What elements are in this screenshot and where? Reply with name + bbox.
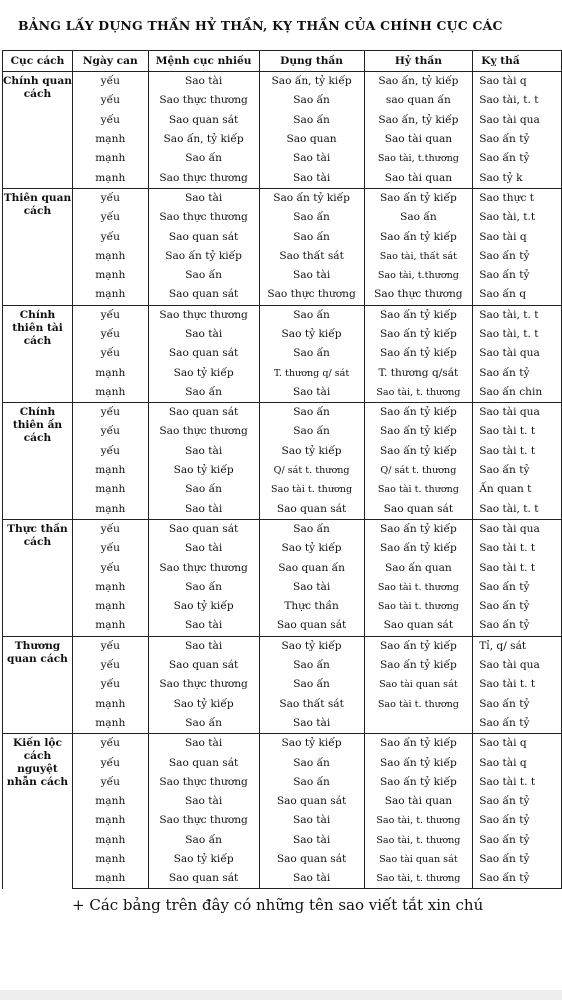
hy-than-cell: Sao ấn tỷ kiếp — [364, 442, 473, 461]
hy-than-cell: Sao ấn tỷ kiếp — [364, 403, 473, 423]
menh-cuc-cell: Sao thực thương — [148, 558, 259, 577]
hy-than-cell: Sao tài, t. thương — [364, 383, 473, 403]
ngay-can-cell: yếu — [72, 636, 148, 656]
menh-cuc-cell: Sao tỷ kiếp — [148, 363, 259, 382]
menh-cuc-cell: Sao thực thương — [148, 305, 259, 325]
menh-cuc-cell: Sao thực thương — [148, 422, 259, 441]
dung-than-cell: Sao thất sát — [259, 695, 364, 714]
hy-than-cell: Sao ấn tỷ kiếp — [364, 734, 473, 754]
menh-cuc-cell: Sao thực thương — [148, 208, 259, 227]
ngay-can-cell: mạnh — [72, 869, 148, 889]
hy-than-cell: Sao ấn tỷ kiếp — [364, 188, 473, 208]
dung-than-cell: Sao ấn — [259, 111, 364, 130]
table-row — [3, 578, 562, 597]
menh-cuc-cell: Sao ấn — [148, 831, 259, 850]
table-row — [3, 753, 562, 772]
dung-than-cell: Sao quan ấn — [259, 558, 364, 577]
dung-than-cell: Sao ấn — [259, 422, 364, 441]
hy-than-cell: Sao ấn tỷ kiếp — [364, 422, 473, 441]
dung-than-cell: Sao tài — [259, 383, 364, 403]
hy-than-cell: Sao tài quan — [364, 130, 473, 149]
ngay-can-cell: yếu — [72, 442, 148, 461]
table-row — [3, 403, 562, 423]
ky-than-cell: Sao tài qua — [473, 344, 562, 363]
menh-cuc-cell: Sao thực thương — [148, 811, 259, 830]
dung-than-cell: Sao ấn — [259, 208, 364, 227]
table-row — [3, 675, 562, 694]
ngay-can-cell: yếu — [72, 91, 148, 110]
ngay-can-cell: mạnh — [72, 714, 148, 734]
bottom-bar — [0, 990, 562, 1000]
ngay-can-cell: mạnh — [72, 130, 148, 149]
group-name-cell: Thiên quan cách — [3, 188, 73, 305]
menh-cuc-cell: Sao tài — [148, 325, 259, 344]
table-row — [3, 188, 562, 208]
ngay-can-cell: yếu — [72, 403, 148, 423]
dung-than-cell: Sao tài — [259, 811, 364, 830]
dung-than-cell: Sao tài — [259, 578, 364, 597]
menh-cuc-cell: Sao ấn — [148, 149, 259, 168]
menh-cuc-cell: Sao thực thương — [148, 675, 259, 694]
table-row — [3, 227, 562, 246]
ngay-can-cell: mạnh — [72, 695, 148, 714]
ky-than-cell: Sao ấn tỷ — [473, 597, 562, 616]
menh-cuc-cell: Sao tỷ kiếp — [148, 850, 259, 869]
table-row — [3, 734, 562, 754]
ky-than-cell: Sao ấn tỷ — [473, 616, 562, 636]
ngay-can-cell: yếu — [72, 72, 148, 92]
ngay-can-cell: yếu — [72, 519, 148, 539]
menh-cuc-cell: Sao tỷ kiếp — [148, 461, 259, 480]
hy-than-cell: Sao tài, t. thương — [364, 869, 473, 889]
footnote: + Các bảng trên đây có những tên sao viết tắt xin chú — [72, 896, 484, 914]
ngay-can-cell: mạnh — [72, 831, 148, 850]
dung-than-cell: Sao tỷ kiếp — [259, 325, 364, 344]
table-row — [3, 208, 562, 227]
ky-than-cell: Sao tài t. t — [473, 675, 562, 694]
ky-than-cell: Sao ấn tỷ — [473, 247, 562, 266]
ngay-can-cell: mạnh — [72, 149, 148, 168]
menh-cuc-cell: Sao quan sát — [148, 519, 259, 539]
ky-than-cell: Sao tài t. t — [473, 442, 562, 461]
star-table — [2, 50, 562, 889]
menh-cuc-cell: Sao ấn — [148, 578, 259, 597]
ky-than-cell: Sao tài, t. t — [473, 91, 562, 110]
ky-than-cell: Sao tài, t. t — [473, 500, 562, 520]
ky-than-cell: Sao ấn tỷ — [473, 578, 562, 597]
table-row — [3, 344, 562, 363]
menh-cuc-cell: Sao tỷ kiếp — [148, 597, 259, 616]
ky-than-cell: Sao ấn chin — [473, 383, 562, 403]
hy-than-cell: Sao tài t. thương — [364, 480, 473, 499]
header-hy-than: Hỷ thần — [364, 51, 473, 72]
dung-than-cell: Sao tỷ kiếp — [259, 442, 364, 461]
ngay-can-cell: yếu — [72, 558, 148, 577]
hy-than-cell: Sao ấn tỷ kiếp — [364, 656, 473, 675]
hy-than-cell: Sao ấn tỷ kiếp — [364, 636, 473, 656]
ngay-can-cell: mạnh — [72, 247, 148, 266]
ngay-can-cell: mạnh — [72, 266, 148, 285]
ngay-can-cell: mạnh — [72, 480, 148, 499]
menh-cuc-cell: Sao quan sát — [148, 403, 259, 423]
table-row — [3, 616, 562, 636]
dung-than-cell: Sao ấn — [259, 403, 364, 423]
menh-cuc-cell: Sao tài — [148, 636, 259, 656]
table-row — [3, 91, 562, 110]
hy-than-cell: Sao ấn, tỷ kiếp — [364, 72, 473, 92]
page-title: BẢNG LẤY DỤNG THẦN HỶ THẦN, KỴ THẦN CỦA CHÍNH CỤC CÁC — [18, 18, 503, 33]
ngay-can-cell: mạnh — [72, 500, 148, 520]
ky-than-cell: Sao ấn tỷ — [473, 363, 562, 382]
ky-than-cell: Sao tài t. t — [473, 558, 562, 577]
dung-than-cell: Sao thực thương — [259, 285, 364, 305]
ngay-can-cell: mạnh — [72, 168, 148, 188]
ky-than-cell: Sao tài q — [473, 72, 562, 92]
table-row — [3, 72, 562, 92]
ngay-can-cell: mạnh — [72, 363, 148, 382]
menh-cuc-cell: Sao ấn — [148, 383, 259, 403]
menh-cuc-cell: Sao quan sát — [148, 344, 259, 363]
ngay-can-cell: yếu — [72, 227, 148, 246]
ngay-can-cell: yếu — [72, 753, 148, 772]
menh-cuc-cell: Sao tài — [148, 539, 259, 558]
dung-than-cell: Sao tài — [259, 168, 364, 188]
hy-than-cell: Sao thực thương — [364, 285, 473, 305]
hy-than-cell: Sao tài t. thương — [364, 578, 473, 597]
dung-than-cell: Thực thần — [259, 597, 364, 616]
ky-than-cell: Sao tài qua — [473, 656, 562, 675]
menh-cuc-cell: Sao quan sát — [148, 227, 259, 246]
ky-than-cell: Sao tài t. t — [473, 773, 562, 792]
dung-than-cell: Sao tỷ kiếp — [259, 734, 364, 754]
hy-than-cell: Sao tài, t.thương — [364, 149, 473, 168]
hy-than-cell: Sao ấn tỷ kiếp — [364, 305, 473, 325]
ky-than-cell: Sao tài, t. t — [473, 305, 562, 325]
hy-than-cell: Sao ấn — [364, 208, 473, 227]
ky-than-cell: Sao tài q — [473, 734, 562, 754]
table-row — [3, 656, 562, 675]
dung-than-cell: Sao quan sát — [259, 850, 364, 869]
hy-than-cell: Q/ sát t. thương — [364, 461, 473, 480]
hy-than-cell: Sao ấn, tỷ kiếp — [364, 111, 473, 130]
dung-than-cell: Sao ấn, tỷ kiếp — [259, 72, 364, 92]
table-row — [3, 325, 562, 344]
dung-than-cell: Sao quan — [259, 130, 364, 149]
table-header-row — [3, 51, 562, 72]
dung-than-cell: Sao ấn — [259, 656, 364, 675]
menh-cuc-cell: Sao thực thương — [148, 168, 259, 188]
table-row — [3, 500, 562, 520]
hy-than-cell: Sao ấn tỷ kiếp — [364, 344, 473, 363]
hy-than-cell: Sao tài t. thương — [364, 597, 473, 616]
ngay-can-cell: mạnh — [72, 383, 148, 403]
table-row — [3, 869, 562, 889]
group-name-cell: Chính thiên tài cách — [3, 305, 73, 402]
table-row — [3, 773, 562, 792]
hy-than-cell: Sao ấn tỷ kiếp — [364, 325, 473, 344]
hy-than-cell: Sao tài quan sát — [364, 850, 473, 869]
ngay-can-cell: yếu — [72, 305, 148, 325]
menh-cuc-cell: Sao thực thương — [148, 91, 259, 110]
hy-than-cell: Sao ấn tỷ kiếp — [364, 753, 473, 772]
dung-than-cell: Sao tỷ kiếp — [259, 636, 364, 656]
table-row — [3, 811, 562, 830]
hy-than-cell: Sao tài, t. thương — [364, 811, 473, 830]
dung-than-cell: T. thương q/ sát — [259, 363, 364, 382]
group-name-cell: Thực thần cách — [3, 519, 73, 636]
menh-cuc-cell: Sao thực thương — [148, 773, 259, 792]
ngay-can-cell: mạnh — [72, 616, 148, 636]
ngay-can-cell: yếu — [72, 422, 148, 441]
ky-than-cell: Sao ấn tỷ — [473, 695, 562, 714]
table-row — [3, 130, 562, 149]
dung-than-cell: Sao ấn — [259, 519, 364, 539]
menh-cuc-cell: Sao ấn — [148, 714, 259, 734]
menh-cuc-cell: Sao ấn tỷ kiếp — [148, 247, 259, 266]
table-row — [3, 850, 562, 869]
ky-than-cell: Sao tỷ k — [473, 168, 562, 188]
menh-cuc-cell: Sao tài — [148, 72, 259, 92]
table-row — [3, 149, 562, 168]
ngay-can-cell: mạnh — [72, 850, 148, 869]
menh-cuc-cell: Sao quan sát — [148, 656, 259, 675]
ky-than-cell: Sao tài, t. t — [473, 325, 562, 344]
ngay-can-cell: yếu — [72, 111, 148, 130]
header-dung-than: Dụng thần — [259, 51, 364, 72]
table-row — [3, 442, 562, 461]
table-row — [3, 111, 562, 130]
dung-than-cell: Sao quan sát — [259, 500, 364, 520]
hy-than-cell: T. thương q/sát — [364, 363, 473, 382]
table-row — [3, 266, 562, 285]
group-name-cell: Kiến lộc cách nguyệt nhẫn cách — [3, 734, 73, 889]
hy-than-cell: Sao quan sát — [364, 616, 473, 636]
header-ky-than: Kỵ thầ — [473, 51, 562, 72]
ngay-can-cell: mạnh — [72, 285, 148, 305]
hy-than-cell — [364, 714, 473, 734]
header-menh-cuc: Mệnh cục nhiều — [148, 51, 259, 72]
ngay-can-cell: yếu — [72, 188, 148, 208]
dung-than-cell: Sao ấn — [259, 91, 364, 110]
ky-than-cell: Sao ấn tỷ — [473, 811, 562, 830]
ky-than-cell: Ấn quan t — [473, 480, 562, 499]
ky-than-cell: Sao ấn tỷ — [473, 869, 562, 889]
header-cuc-cach: Cục cách — [3, 51, 73, 72]
menh-cuc-cell: Sao tài — [148, 500, 259, 520]
menh-cuc-cell: Sao tài — [148, 442, 259, 461]
table-row — [3, 383, 562, 403]
table-row — [3, 539, 562, 558]
hy-than-cell: Sao tài, t. thương — [364, 831, 473, 850]
ngay-can-cell: yếu — [72, 539, 148, 558]
ky-than-cell: Sao thực t — [473, 188, 562, 208]
table-row — [3, 636, 562, 656]
dung-than-cell: Sao tài — [259, 149, 364, 168]
dung-than-cell: Sao tài — [259, 714, 364, 734]
table-row — [3, 831, 562, 850]
ngay-can-cell: yếu — [72, 208, 148, 227]
hy-than-cell: Sao ấn tỷ kiếp — [364, 227, 473, 246]
ky-than-cell: Sao tài t. t — [473, 422, 562, 441]
ky-than-cell: Sao ấn q — [473, 285, 562, 305]
dung-than-cell: Sao quan sát — [259, 792, 364, 811]
hy-than-cell: Sao tài, thất sát — [364, 247, 473, 266]
dung-than-cell: Sao tài — [259, 266, 364, 285]
hy-than-cell: Sao ấn tỷ kiếp — [364, 519, 473, 539]
table-row — [3, 247, 562, 266]
hy-than-cell: Sao tài quan sát — [364, 675, 473, 694]
dung-than-cell: Sao tài t. thương — [259, 480, 364, 499]
ky-than-cell: Sao ấn tỷ — [473, 831, 562, 850]
menh-cuc-cell: Sao tài — [148, 792, 259, 811]
menh-cuc-cell: Sao ấn, tỷ kiếp — [148, 130, 259, 149]
ngay-can-cell: yếu — [72, 656, 148, 675]
group-name-cell: Chính thiên ấn cách — [3, 403, 73, 520]
ngay-can-cell: yếu — [72, 734, 148, 754]
hy-than-cell: Sao tài quan — [364, 792, 473, 811]
dung-than-cell: Q/ sát t. thương — [259, 461, 364, 480]
table-row — [3, 792, 562, 811]
hy-than-cell: Sao ấn quan — [364, 558, 473, 577]
ngay-can-cell: yếu — [72, 773, 148, 792]
ngay-can-cell: yếu — [72, 325, 148, 344]
table-row — [3, 422, 562, 441]
dung-than-cell: Sao ấn — [259, 344, 364, 363]
table-row — [3, 519, 562, 539]
hy-than-cell: Sao tài quan — [364, 168, 473, 188]
table-row — [3, 597, 562, 616]
table-row — [3, 558, 562, 577]
dung-than-cell: Sao ấn — [259, 753, 364, 772]
ngay-can-cell: mạnh — [72, 792, 148, 811]
table-row — [3, 305, 562, 325]
ky-than-cell: Sao ấn tỷ — [473, 461, 562, 480]
table-body — [3, 72, 562, 889]
group-name-cell: Chính quan cách — [3, 72, 73, 189]
table-row — [3, 168, 562, 188]
dung-than-cell: Sao ấn — [259, 305, 364, 325]
ky-than-cell: Sao ấn tỷ — [473, 130, 562, 149]
header-ngay-can: Ngày can — [72, 51, 148, 72]
ky-than-cell: Sao ấn tỷ — [473, 714, 562, 734]
ky-than-cell: Sao tài t. t — [473, 539, 562, 558]
dung-than-cell: Sao quan sát — [259, 616, 364, 636]
menh-cuc-cell: Sao ấn — [148, 480, 259, 499]
ngay-can-cell: mạnh — [72, 811, 148, 830]
hy-than-cell: Sao ấn tỷ kiếp — [364, 539, 473, 558]
ngay-can-cell: yếu — [72, 344, 148, 363]
menh-cuc-cell: Sao quan sát — [148, 285, 259, 305]
hy-than-cell: Sao ấn tỷ kiếp — [364, 773, 473, 792]
ky-than-cell: Sao ấn tỷ — [473, 266, 562, 285]
dung-than-cell: Sao tỷ kiếp — [259, 539, 364, 558]
menh-cuc-cell: Sao tài — [148, 734, 259, 754]
dung-than-cell: Sao thất sát — [259, 247, 364, 266]
dung-than-cell: Sao tài — [259, 869, 364, 889]
hy-than-cell: Sao quan sát — [364, 500, 473, 520]
ky-than-cell: Sao tài qua — [473, 403, 562, 423]
hy-than-cell: Sao tài, t.thương — [364, 266, 473, 285]
dung-than-cell: Sao ấn tỷ kiếp — [259, 188, 364, 208]
menh-cuc-cell: Sao ấn — [148, 266, 259, 285]
table-row — [3, 363, 562, 382]
ky-than-cell: Tỉ, q/ sát — [473, 636, 562, 656]
group-name-cell: Thương quan cách — [3, 636, 73, 733]
dung-than-cell: Sao tài — [259, 831, 364, 850]
ky-than-cell: Sao ấn tỷ — [473, 850, 562, 869]
dung-than-cell: Sao ấn — [259, 675, 364, 694]
ngay-can-cell: yếu — [72, 675, 148, 694]
ky-than-cell: Sao tài q — [473, 753, 562, 772]
hy-than-cell: Sao tài t. thương — [364, 695, 473, 714]
ngay-can-cell: mạnh — [72, 578, 148, 597]
ky-than-cell: Sao tài qua — [473, 519, 562, 539]
menh-cuc-cell: Sao tài — [148, 188, 259, 208]
ky-than-cell: Sao ấn tỷ — [473, 792, 562, 811]
menh-cuc-cell: Sao quan sát — [148, 753, 259, 772]
table-row — [3, 714, 562, 734]
table-row — [3, 480, 562, 499]
menh-cuc-cell: Sao quan sát — [148, 111, 259, 130]
menh-cuc-cell: Sao quan sát — [148, 869, 259, 889]
ky-than-cell: Sao tài qua — [473, 111, 562, 130]
table-row — [3, 285, 562, 305]
ky-than-cell: Sao ấn tỷ — [473, 149, 562, 168]
table-row — [3, 461, 562, 480]
ngay-can-cell: mạnh — [72, 461, 148, 480]
hy-than-cell: sao quan ấn — [364, 91, 473, 110]
ky-than-cell: Sao tài, t.t — [473, 208, 562, 227]
ngay-can-cell: mạnh — [72, 597, 148, 616]
dung-than-cell: Sao ấn — [259, 227, 364, 246]
dung-than-cell: Sao ấn — [259, 773, 364, 792]
ky-than-cell: Sao tài q — [473, 227, 562, 246]
menh-cuc-cell: Sao tài — [148, 616, 259, 636]
table-row — [3, 695, 562, 714]
menh-cuc-cell: Sao tỷ kiếp — [148, 695, 259, 714]
